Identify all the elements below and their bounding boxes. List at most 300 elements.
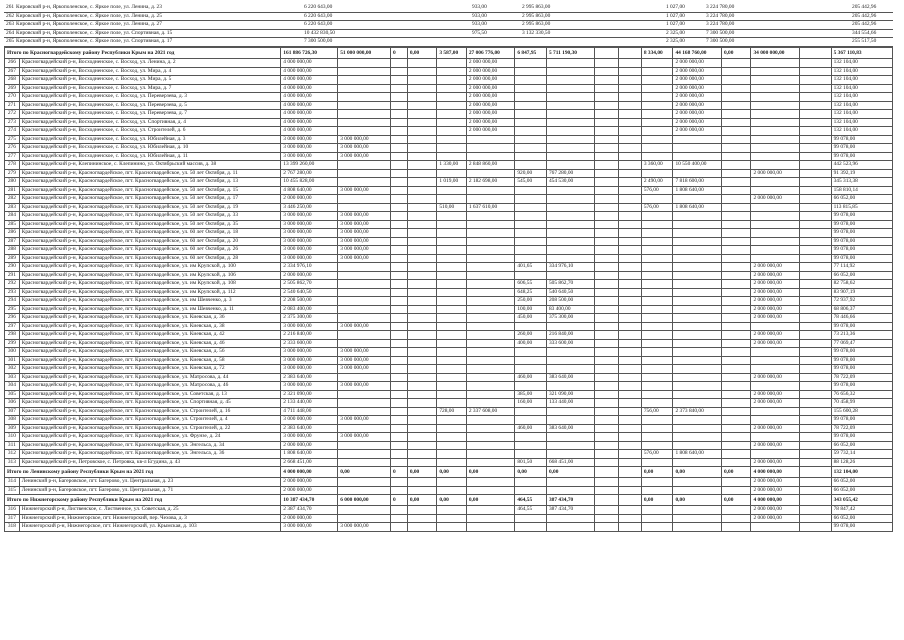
cell-c7	[546, 127, 595, 136]
cell-c2: 3 000 000,00	[338, 356, 391, 365]
cell-x2	[618, 467, 641, 478]
cell-c11	[673, 441, 722, 450]
cell-c3b	[407, 178, 437, 187]
cell-c7	[546, 195, 595, 204]
cell-addr: Красногвардейский р-н, Красногвардейское, пгт. Красногвардейское, ул. 60 лет Октября, д. 26	[19, 246, 281, 255]
cell-x1	[595, 212, 618, 221]
cell-c12	[721, 220, 751, 229]
table-row	[5, 407, 893, 416]
cell-x1	[595, 356, 618, 365]
cell-c4: 1 019,00	[437, 178, 467, 187]
cell-addr: Кировский р-н, Яркополенское, с. Яркое поле, ул. Ленина, д. 27	[16, 21, 162, 27]
cell-x1	[595, 229, 618, 238]
cell-x3	[799, 322, 831, 331]
cell-addr: Красногвардейский р-н, Красногвардейское, пгт. Красногвардейское, ул. Киевская, д. 72	[19, 365, 281, 374]
cell-c13: 2 000 000,00	[751, 486, 800, 495]
cell-addr: Красногвардейский р-н, Красногвардейское, пгт. Красногвардейское, ул. им Крупской, д. 100	[19, 263, 281, 272]
cell-c2: 3 000 000,00	[338, 365, 391, 374]
cell-x3	[799, 118, 831, 127]
cell-c15: 99 078,00	[831, 152, 892, 161]
cell-c12	[721, 390, 751, 399]
cell-c4	[437, 322, 467, 331]
cell-c7: 0,00	[546, 467, 595, 478]
cell-c13	[751, 101, 800, 110]
cell-c3a	[390, 186, 407, 195]
cell-c11	[673, 246, 722, 255]
cell-x1	[595, 271, 618, 280]
cell-c3b	[407, 433, 437, 442]
cell-x3	[799, 486, 831, 495]
cell-c6	[515, 514, 547, 523]
cell-c11: 1 808 640,00	[673, 450, 722, 459]
cell-c6	[515, 212, 547, 221]
cell-c4: 0,00	[437, 495, 467, 506]
cell-x1	[595, 339, 618, 348]
cell-c11	[673, 339, 722, 348]
cell-x2	[618, 450, 641, 459]
cell-c7: 133 440,00	[546, 399, 595, 408]
cell-c2	[338, 84, 391, 93]
cell-addr: Красногвардейский р-н, Красногвардейское, пгт. Красногвардейское, ул. Киевская, д. 36	[19, 314, 281, 323]
cell-c10: 1 027,00	[666, 21, 685, 27]
cell-c2: 3 000 000,00	[338, 254, 391, 263]
cell-c11: 1 808 640,00	[673, 186, 722, 195]
cell-c11	[673, 424, 722, 433]
cell-c10	[641, 486, 673, 495]
cell-c15: 99 078,00	[831, 220, 892, 229]
cell-c12	[721, 450, 751, 459]
table-row	[5, 288, 893, 297]
cell-c10: 1 027,00	[666, 12, 685, 19]
cell-c12	[721, 365, 751, 374]
cell-c12	[721, 93, 751, 102]
cell-c5	[466, 229, 515, 238]
cell-x3	[799, 237, 831, 246]
cell-c10: 756,00	[641, 407, 673, 416]
cell-c4	[437, 254, 467, 263]
cell-x2	[618, 506, 641, 515]
cell-x2	[618, 288, 641, 297]
cell-c13	[751, 135, 800, 144]
cell-no: 304	[5, 382, 20, 391]
cell-c4: 933,00	[472, 4, 487, 10]
cell-c4: 3 587,00	[437, 48, 467, 59]
cell-x2	[618, 382, 641, 391]
cell-c3b	[407, 523, 437, 532]
cell-c6: 801,50	[515, 458, 547, 467]
table-row	[5, 67, 893, 76]
cell-c11	[673, 399, 722, 408]
cell-c7	[546, 118, 595, 127]
cell-c1: 4 808 640,00	[281, 186, 338, 195]
cell-no: 314	[5, 478, 20, 487]
cell-no: 306	[5, 399, 20, 408]
cell-c1: 2 000 000,00	[281, 195, 338, 204]
cell-c1: 4 000 000,00	[281, 76, 338, 85]
cell-c11	[673, 486, 722, 495]
cell-c11	[673, 390, 722, 399]
cell-addr: Красногвардейский р-н, Красногвардейское, пгт. Красногвардейское, ул. 60 лет Октября, д. 18	[19, 229, 281, 238]
cell-c15: 83 907,19	[831, 288, 892, 297]
cell-c7: 767 280,00	[546, 169, 595, 178]
cell-c10	[641, 523, 673, 532]
table-row	[4, 13, 893, 22]
cell-addr: Красногвардейский р-н, Красногвардейское, пгт. Красногвардейское, ул. Энгельса, д. 36	[19, 450, 281, 459]
cell-c3a	[390, 356, 407, 365]
cell-no: 308	[5, 416, 20, 425]
cell-c3b	[407, 237, 437, 246]
cell-x3	[799, 59, 831, 68]
cell-x1	[595, 399, 618, 408]
cell-c5	[466, 246, 515, 255]
cell-c12: 0,00	[721, 48, 751, 59]
cell-c1: 3 000 000,00	[281, 254, 338, 263]
cell-c10	[641, 348, 673, 357]
cell-c11	[673, 135, 722, 144]
cell-addr: Красногвардейский р-н, Красногвардейское, пгт. Красногвардейское, ул. Строителей, д. 22	[19, 424, 281, 433]
cell-c10	[641, 169, 673, 178]
cell-x3	[799, 288, 831, 297]
cell-x2	[618, 322, 641, 331]
cell-c6	[515, 144, 547, 153]
cell-no: 292	[5, 280, 20, 289]
cell-c15: 82 758,62	[831, 280, 892, 289]
cell-c5	[466, 433, 515, 442]
cell-c7	[546, 416, 595, 425]
table-row	[5, 356, 893, 365]
cell-c13: 2 000 000,00	[751, 280, 800, 289]
cell-x3	[799, 67, 831, 76]
cell-c11: 7 300 500,00	[706, 29, 735, 36]
cell-c10	[641, 339, 673, 348]
cell-c4	[437, 297, 467, 306]
cell-c13	[751, 382, 800, 391]
table-row	[5, 523, 893, 532]
table-row	[5, 441, 893, 450]
table-row	[5, 212, 893, 221]
total-label: Итого по Красногвардейскому району Республики Крым на 2021 год	[5, 48, 281, 59]
total-row	[5, 467, 893, 478]
cell-c7	[546, 246, 595, 255]
cell-addr: Красногвардейский р-н, Красногвардейское, пгт. Красногвардейское, ул. им Шевченко, д. 11	[19, 305, 281, 314]
cell-c3b	[407, 110, 437, 119]
cell-c12	[721, 314, 751, 323]
cell-c2	[338, 271, 391, 280]
cell-c10	[641, 314, 673, 323]
cell-c4	[437, 220, 467, 229]
cell-c10	[641, 59, 673, 68]
cell-x3	[799, 441, 831, 450]
cell-no: 297	[5, 322, 20, 331]
cell-c13: 34 000 000,00	[751, 48, 800, 59]
cell-c3a	[390, 390, 407, 399]
cell-c15: 66 052,00	[831, 478, 892, 487]
cell-no: 313	[5, 458, 20, 467]
cell-c15: 66 052,00	[831, 514, 892, 523]
cell-c3a	[390, 441, 407, 450]
cell-no: 276	[5, 144, 20, 153]
cell-c6	[515, 229, 547, 238]
table-row	[5, 195, 893, 204]
cell-c3a: 0	[390, 467, 407, 478]
cell-c3b	[407, 450, 437, 459]
cell-c13: 2 000 000,00	[751, 424, 800, 433]
cell-c12	[721, 84, 751, 93]
cell-x2	[618, 356, 641, 365]
cell-c15: 99 078,00	[831, 237, 892, 246]
cell-c3b: 0,00	[407, 495, 437, 506]
cell-c1: 2 216 840,00	[281, 331, 338, 340]
cell-c1: 4 711 448,00	[281, 407, 338, 416]
cell-c10	[641, 373, 673, 382]
cell-c7	[546, 407, 595, 416]
cell-c15: 99 078,00	[831, 416, 892, 425]
cell-c6: 250,00	[515, 297, 547, 306]
cell-c6	[515, 220, 547, 229]
cell-x1	[595, 424, 618, 433]
cell-c3a	[390, 450, 407, 459]
cell-c7	[546, 186, 595, 195]
cell-c6: 920,00	[515, 169, 547, 178]
cell-c1: 4 000 000,00	[281, 67, 338, 76]
cell-c12	[721, 144, 751, 153]
cell-c11	[673, 331, 722, 340]
cell-c2: 6 000 000,00	[338, 495, 391, 506]
table-row	[5, 203, 893, 212]
cell-c11	[673, 263, 722, 272]
cell-c11	[673, 458, 722, 467]
cell-c3a	[390, 424, 407, 433]
cell-c4	[437, 433, 467, 442]
cell-c6	[515, 365, 547, 374]
cell-c13	[751, 322, 800, 331]
cell-c5: 2 337 608,00	[466, 407, 515, 416]
cell-c12	[721, 76, 751, 85]
cell-c13: 2 000 000,00	[751, 305, 800, 314]
cell-c2	[338, 76, 391, 85]
cell-c7: 208 500,00	[546, 297, 595, 306]
cell-c4	[437, 365, 467, 374]
cell-c11: 3 224 780,00	[706, 21, 735, 27]
cell-c3b	[407, 416, 437, 425]
cell-c4	[437, 486, 467, 495]
cell-c4: 975,50	[472, 29, 487, 36]
cell-c4	[437, 110, 467, 119]
cell-c3b	[407, 514, 437, 523]
cell-c2: 3 000 000,00	[338, 246, 391, 255]
cell-x2	[618, 486, 641, 495]
cell-c3a	[390, 365, 407, 374]
cell-c2	[338, 280, 391, 289]
cell-x1	[595, 263, 618, 272]
cell-c15: 78 847,42	[831, 506, 892, 515]
cell-c11: 2 000 000,00	[673, 118, 722, 127]
table-row	[5, 254, 893, 263]
cell-c2	[338, 288, 391, 297]
table-row	[5, 84, 893, 93]
cell-c2	[338, 441, 391, 450]
cell-c1: 2 000 000,00	[281, 478, 338, 487]
table-row	[5, 220, 893, 229]
cell-c5	[466, 220, 515, 229]
table-row	[5, 322, 893, 331]
cell-c3a	[390, 486, 407, 495]
cell-c12	[721, 178, 751, 187]
cell-c3b	[407, 263, 437, 272]
table-row	[5, 450, 893, 459]
cell-c13	[751, 416, 800, 425]
cell-c12	[721, 458, 751, 467]
table-row	[5, 59, 893, 68]
cell-c3b	[407, 297, 437, 306]
cell-c7	[546, 441, 595, 450]
cell-c5: 2 000 000,00	[466, 76, 515, 85]
cell-x3	[799, 280, 831, 289]
cell-x1	[595, 246, 618, 255]
cell-c12	[721, 407, 751, 416]
cell-addr: Красногвардейский р-н, Восходненское, с. Восход, ул. Переверзева, д. 3	[19, 93, 281, 102]
cell-c3a	[390, 254, 407, 263]
cell-c12	[721, 152, 751, 161]
cell-c1: 13 399 260,00	[281, 161, 338, 170]
cell-c7	[546, 59, 595, 68]
table-row	[5, 331, 893, 340]
cell-x2	[618, 365, 641, 374]
cell-addr: Кировский р-н, Яркополенское, с. Яркое поле, ул. Спортивная, д. 17	[16, 38, 173, 44]
cell-c12: 0,00	[721, 467, 751, 478]
cell-x1	[595, 441, 618, 450]
cell-c3a: 0	[390, 48, 407, 59]
cell-no: 287	[5, 237, 20, 246]
cell-c11: 10 550 400,00	[673, 161, 722, 170]
cell-c2: 3 000 000,00	[338, 229, 391, 238]
cell-c7: 333 600,00	[546, 339, 595, 348]
cell-c3a	[390, 237, 407, 246]
cell-c15: 132 104,00	[831, 59, 892, 68]
cell-no: 268	[5, 76, 20, 85]
cell-c3a	[390, 514, 407, 523]
cell-c3a	[390, 433, 407, 442]
cell-x1	[595, 169, 618, 178]
cell-c10: 0,00	[641, 495, 673, 506]
cell-c15: 205 442,96	[852, 12, 877, 19]
cell-c1: 3 000 000,00	[281, 322, 338, 331]
cell-c1: 3 000 000,00	[281, 348, 338, 357]
cell-c3a	[390, 478, 407, 487]
cell-addr: Ленинский р-н, Багеровское, пгт. Багерово, ул. Центральная, д. 71	[19, 486, 281, 495]
cell-c7	[546, 478, 595, 487]
cell-c3a	[390, 110, 407, 119]
cell-no: 273	[5, 118, 20, 127]
cell-c13	[751, 59, 800, 68]
cell-c10	[641, 118, 673, 127]
cell-c11	[673, 237, 722, 246]
cell-no: 265	[6, 38, 15, 44]
cell-c5	[466, 506, 515, 515]
cell-c3b	[407, 118, 437, 127]
cell-c4	[437, 390, 467, 399]
cell-x1	[595, 127, 618, 136]
table-row	[5, 229, 893, 238]
cell-c4	[437, 458, 467, 467]
cell-no: 291	[5, 271, 20, 280]
cell-c13	[751, 450, 800, 459]
cell-c10	[641, 76, 673, 85]
cell-c10: 576,00	[641, 186, 673, 195]
cell-c5	[466, 186, 515, 195]
cell-addr: Красногвардейский р-н, Восходненское, с. Восход, ул. Переверзева, д. 7	[19, 110, 281, 119]
cell-c1: 2 133 440,00	[281, 399, 338, 408]
cell-c3b	[407, 84, 437, 93]
cell-c4	[437, 127, 467, 136]
table-row	[5, 152, 893, 161]
cell-c11	[673, 305, 722, 314]
cell-no: 264	[6, 29, 15, 36]
cell-c1: 4 000 000,00	[281, 93, 338, 102]
cell-c3a	[390, 373, 407, 382]
table-row	[5, 246, 893, 255]
cell-c10	[641, 67, 673, 76]
cell-c7	[546, 356, 595, 365]
cell-addr: Красногвардейский р-н, Красногвардейское, пгт. Красногвардейское, ул. 60 лет Октября, д. 28	[19, 254, 281, 263]
cell-c12	[721, 161, 751, 170]
cell-x2	[618, 169, 641, 178]
cell-c5	[466, 373, 515, 382]
cell-c10	[641, 101, 673, 110]
cell-c6	[515, 93, 547, 102]
cell-c1: 3 000 000,00	[281, 356, 338, 365]
cell-x3	[799, 297, 831, 306]
cell-c11	[673, 514, 722, 523]
cell-c6	[515, 254, 547, 263]
table-row	[5, 373, 893, 382]
cell-c1: 7 300 500,00	[304, 38, 333, 44]
cell-c6	[515, 161, 547, 170]
cell-c7	[546, 229, 595, 238]
table-row	[5, 514, 893, 523]
cell-addr: Красногвардейский р-н, Восходненское, с. Восход, ул. Ленина, д. 2	[19, 59, 281, 68]
cell-no: 312	[5, 450, 20, 459]
cell-no: 305	[5, 390, 20, 399]
cell-c13: 2 000 000,00	[751, 390, 800, 399]
cell-c5: 2 182 698,00	[466, 178, 515, 187]
cell-c12	[721, 339, 751, 348]
cell-c13	[751, 203, 800, 212]
cell-x2	[618, 237, 641, 246]
cell-c5	[466, 390, 515, 399]
cell-x3	[799, 514, 831, 523]
cell-c3b: 0,00	[407, 467, 437, 478]
cell-addr: Красногвардейский р-н, Красногвардейское, пгт. Красногвардейское, ул. Киевская, д. 42	[19, 331, 281, 340]
table-row	[5, 161, 893, 170]
cell-c15: 59 732,14	[831, 450, 892, 459]
cell-c13	[751, 229, 800, 238]
table-row	[5, 297, 893, 306]
table-row	[4, 4, 893, 13]
cell-c7	[546, 135, 595, 144]
cell-c15: 205 442,96	[852, 4, 877, 10]
cell-x3	[799, 84, 831, 93]
cell-c10	[641, 297, 673, 306]
cell-c3a	[390, 331, 407, 340]
cell-c4	[437, 195, 467, 204]
cell-c12	[721, 416, 751, 425]
cell-c3b	[407, 59, 437, 68]
cell-c15: 99 078,00	[831, 229, 892, 238]
cell-c4	[437, 246, 467, 255]
cell-x2	[618, 331, 641, 340]
cell-c4	[437, 305, 467, 314]
